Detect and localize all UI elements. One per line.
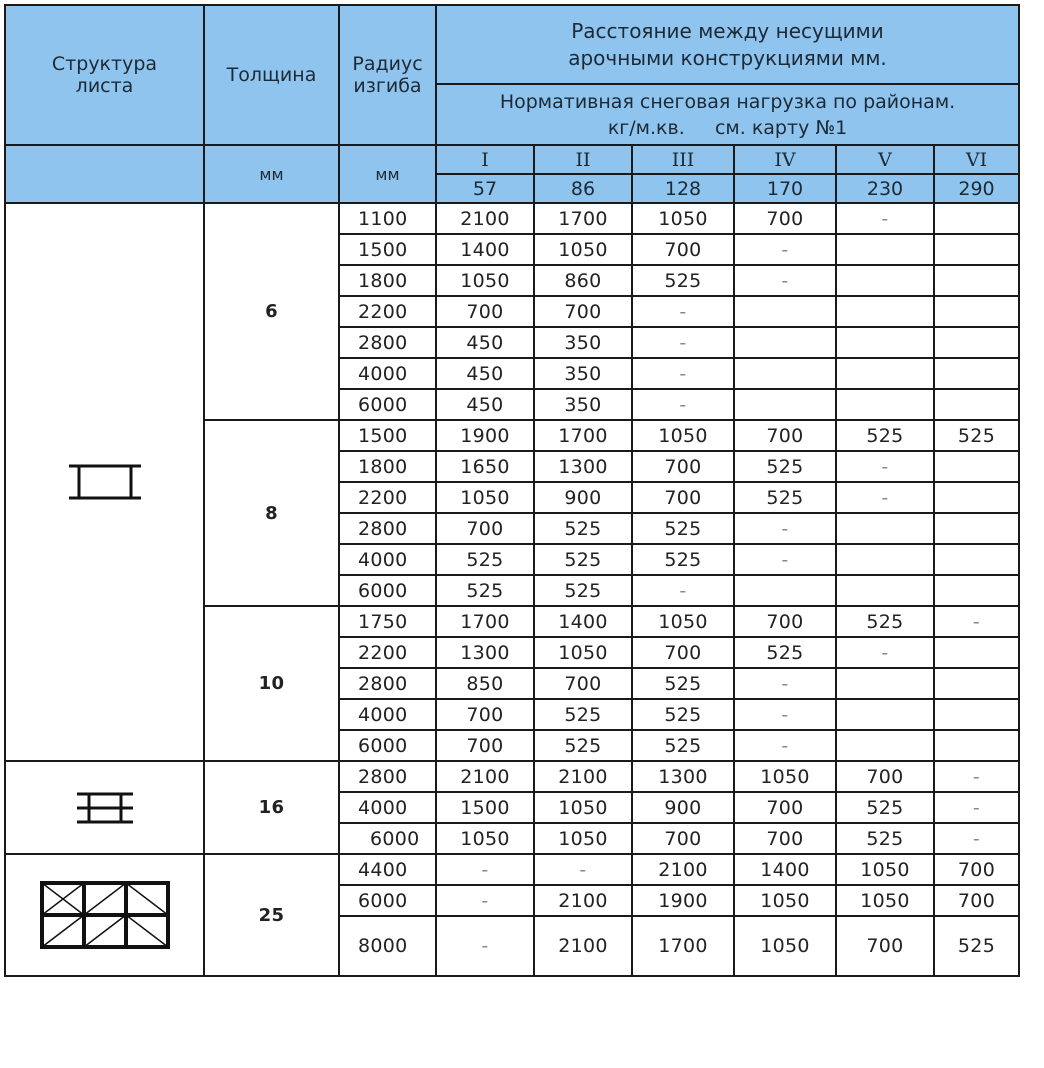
- value-cell: 1050: [734, 916, 836, 976]
- value-cell: [734, 358, 836, 389]
- header-region: IV: [734, 145, 836, 174]
- value-cell: 350: [534, 358, 632, 389]
- value-cell: 900: [632, 792, 734, 823]
- radius-cell: 1100: [339, 203, 436, 234]
- value-cell: -: [734, 730, 836, 761]
- value-cell: 1050: [534, 234, 632, 265]
- table-body: [5, 203, 1019, 976]
- header-region: V: [836, 145, 934, 174]
- radius-cell: 2800: [339, 668, 436, 699]
- value-cell: 2100: [632, 854, 734, 885]
- value-cell: 525: [836, 606, 934, 637]
- value-cell: [934, 482, 1019, 513]
- radius-cell: 2200: [339, 637, 436, 668]
- value-cell: 525: [734, 451, 836, 482]
- value-cell: 1050: [734, 885, 836, 916]
- value-cell: -: [836, 203, 934, 234]
- value-cell: -: [734, 513, 836, 544]
- radius-cell: 8000: [339, 916, 436, 976]
- value-cell: [836, 513, 934, 544]
- value-cell: 525: [836, 420, 934, 451]
- value-cell: -: [934, 761, 1019, 792]
- value-cell: 860: [534, 265, 632, 296]
- value-cell: 700: [534, 668, 632, 699]
- radius-cell: 1500: [339, 420, 436, 451]
- value-cell: 525: [436, 575, 534, 606]
- value-cell: 700: [436, 296, 534, 327]
- value-cell: 2100: [534, 885, 632, 916]
- value-cell: 1500: [436, 792, 534, 823]
- value-cell: [934, 358, 1019, 389]
- value-cell: [934, 699, 1019, 730]
- value-cell: 1050: [836, 885, 934, 916]
- header-structure-blank: [5, 145, 204, 203]
- header-radius-unit: мм: [339, 145, 436, 203]
- radius-cell: 6000: [339, 823, 436, 854]
- span-table: [4, 4, 1020, 977]
- value-cell: [934, 203, 1019, 234]
- table-row: [5, 203, 1019, 234]
- radius-cell: 1500: [339, 234, 436, 265]
- value-cell: 1700: [632, 916, 734, 976]
- value-cell: 700: [734, 606, 836, 637]
- value-cell: -: [934, 792, 1019, 823]
- two-wall-icon: [5, 203, 204, 761]
- header-snow-load-title: Нормативная снеговая нагрузка по районам.: [499, 90, 956, 113]
- value-cell: [836, 234, 934, 265]
- thickness-cell: 25: [204, 854, 339, 976]
- value-cell: [934, 513, 1019, 544]
- header-region: VI: [934, 145, 1019, 174]
- radius-cell: 4000: [339, 792, 436, 823]
- two-wall-icon: [65, 462, 145, 502]
- header-load: 57: [436, 174, 534, 203]
- value-cell: 700: [934, 885, 1019, 916]
- value-cell: [934, 265, 1019, 296]
- value-cell: 2100: [436, 761, 534, 792]
- value-cell: 525: [632, 513, 734, 544]
- value-cell: 700: [436, 730, 534, 761]
- value-cell: 700: [534, 296, 632, 327]
- value-cell: [734, 575, 836, 606]
- radius-cell: 4400: [339, 854, 436, 885]
- value-cell: 1050: [436, 823, 534, 854]
- header-load: 170: [734, 174, 836, 203]
- table-row: [5, 761, 1019, 792]
- value-cell: -: [734, 234, 836, 265]
- value-cell: 525: [534, 513, 632, 544]
- value-cell: 700: [632, 482, 734, 513]
- value-cell: 450: [436, 389, 534, 420]
- value-cell: [734, 296, 836, 327]
- value-cell: 1050: [436, 482, 534, 513]
- value-cell: -: [836, 482, 934, 513]
- value-cell: 525: [632, 668, 734, 699]
- value-cell: 350: [534, 389, 632, 420]
- value-cell: 525: [836, 823, 934, 854]
- x-structure-icon: [5, 854, 204, 976]
- radius-cell: 2800: [339, 327, 436, 358]
- value-cell: 525: [632, 730, 734, 761]
- value-cell: 525: [534, 699, 632, 730]
- value-cell: 1900: [436, 420, 534, 451]
- value-cell: [836, 358, 934, 389]
- table-header: [5, 5, 1019, 203]
- value-cell: 525: [632, 265, 734, 296]
- value-cell: [836, 668, 934, 699]
- value-cell: 700: [836, 761, 934, 792]
- value-cell: 1050: [836, 854, 934, 885]
- value-cell: [836, 544, 934, 575]
- table-row: [5, 854, 1019, 885]
- value-cell: 525: [836, 792, 934, 823]
- value-cell: 700: [436, 699, 534, 730]
- header-thickness-unit: мм: [204, 145, 339, 203]
- value-cell: [836, 699, 934, 730]
- value-cell: 700: [836, 916, 934, 976]
- value-cell: [934, 730, 1019, 761]
- thickness-cell: 8: [204, 420, 339, 606]
- value-cell: -: [734, 699, 836, 730]
- value-cell: 525: [534, 730, 632, 761]
- value-cell: -: [632, 575, 734, 606]
- value-cell: -: [632, 389, 734, 420]
- value-cell: [836, 296, 934, 327]
- value-cell: 525: [934, 916, 1019, 976]
- value-cell: 525: [436, 544, 534, 575]
- value-cell: 1050: [534, 823, 632, 854]
- value-cell: [836, 327, 934, 358]
- value-cell: 700: [436, 513, 534, 544]
- radius-cell: 2800: [339, 761, 436, 792]
- value-cell: 700: [734, 203, 836, 234]
- value-cell: 1050: [534, 637, 632, 668]
- radius-cell: 4000: [339, 544, 436, 575]
- value-cell: 700: [734, 823, 836, 854]
- value-cell: 1700: [534, 203, 632, 234]
- value-cell: -: [534, 854, 632, 885]
- value-cell: [934, 637, 1019, 668]
- value-cell: 1050: [632, 203, 734, 234]
- thickness-cell: 6: [204, 203, 339, 420]
- value-cell: [836, 389, 934, 420]
- value-cell: 1300: [534, 451, 632, 482]
- header-load: 86: [534, 174, 632, 203]
- value-cell: 700: [734, 420, 836, 451]
- radius-cell: 1800: [339, 265, 436, 296]
- header-snow-load: [436, 84, 1019, 145]
- thickness-cell: 10: [204, 606, 339, 761]
- header-thickness: Толщина: [204, 5, 339, 145]
- value-cell: -: [632, 358, 734, 389]
- radius-cell: 1750: [339, 606, 436, 637]
- value-cell: -: [934, 606, 1019, 637]
- value-cell: 1050: [436, 265, 534, 296]
- value-cell: 700: [934, 854, 1019, 885]
- value-cell: 1050: [734, 761, 836, 792]
- value-cell: 2100: [436, 203, 534, 234]
- value-cell: 525: [534, 544, 632, 575]
- value-cell: 1900: [632, 885, 734, 916]
- value-cell: -: [436, 885, 534, 916]
- value-cell: [934, 575, 1019, 606]
- value-cell: 700: [632, 234, 734, 265]
- value-cell: 700: [632, 823, 734, 854]
- value-cell: 525: [632, 544, 734, 575]
- radius-cell: 6000: [339, 389, 436, 420]
- value-cell: [934, 544, 1019, 575]
- value-cell: -: [436, 854, 534, 885]
- value-cell: [934, 296, 1019, 327]
- value-cell: 525: [534, 575, 632, 606]
- value-cell: 1400: [534, 606, 632, 637]
- value-cell: -: [734, 668, 836, 699]
- thickness-cell: 16: [204, 761, 339, 854]
- value-cell: 1700: [534, 420, 632, 451]
- value-cell: 1300: [632, 761, 734, 792]
- radius-cell: 6000: [339, 885, 436, 916]
- radius-cell: 6000: [339, 730, 436, 761]
- value-cell: 450: [436, 327, 534, 358]
- three-wall-icon: [5, 761, 204, 854]
- header-region: I: [436, 145, 534, 174]
- value-cell: 525: [734, 637, 836, 668]
- value-cell: -: [836, 637, 934, 668]
- value-cell: 700: [632, 451, 734, 482]
- value-cell: 1050: [534, 792, 632, 823]
- value-cell: 525: [734, 482, 836, 513]
- value-cell: 525: [934, 420, 1019, 451]
- value-cell: -: [632, 327, 734, 358]
- value-cell: -: [934, 823, 1019, 854]
- value-cell: 2100: [534, 916, 632, 976]
- value-cell: 450: [436, 358, 534, 389]
- value-cell: -: [734, 265, 836, 296]
- value-cell: 1050: [632, 420, 734, 451]
- value-cell: [836, 730, 934, 761]
- radius-cell: 1800: [339, 451, 436, 482]
- value-cell: [934, 389, 1019, 420]
- radius-cell: 2200: [339, 296, 436, 327]
- radius-cell: 4000: [339, 358, 436, 389]
- value-cell: 525: [632, 699, 734, 730]
- header-structure: Структура листа: [5, 5, 204, 145]
- header-load: 128: [632, 174, 734, 203]
- header-radius: Радиус изгиба: [339, 5, 436, 145]
- header-region: II: [534, 145, 632, 174]
- header-load: 230: [836, 174, 934, 203]
- value-cell: 900: [534, 482, 632, 513]
- value-cell: [836, 265, 934, 296]
- value-cell: [836, 575, 934, 606]
- value-cell: 1700: [436, 606, 534, 637]
- radius-cell: 6000: [339, 575, 436, 606]
- header-distance: Расстояние между несущими арочными конструкциями мм.: [436, 5, 1019, 84]
- value-cell: 700: [632, 637, 734, 668]
- radius-cell: 4000: [339, 699, 436, 730]
- value-cell: -: [836, 451, 934, 482]
- header-region: III: [632, 145, 734, 174]
- x-structure-icon: [39, 880, 171, 950]
- header-load: 290: [934, 174, 1019, 203]
- three-wall-icon: [73, 788, 137, 828]
- value-cell: [934, 668, 1019, 699]
- value-cell: 1050: [632, 606, 734, 637]
- value-cell: -: [632, 296, 734, 327]
- value-cell: 1650: [436, 451, 534, 482]
- radius-cell: 2800: [339, 513, 436, 544]
- value-cell: -: [436, 916, 534, 976]
- value-cell: [934, 451, 1019, 482]
- header-snow-load-units: кг/м.кв. см. карту №1: [607, 116, 848, 139]
- value-cell: [734, 389, 836, 420]
- value-cell: 1300: [436, 637, 534, 668]
- value-cell: 700: [734, 792, 836, 823]
- value-cell: [934, 327, 1019, 358]
- value-cell: 1400: [436, 234, 534, 265]
- value-cell: 350: [534, 327, 632, 358]
- value-cell: [734, 327, 836, 358]
- value-cell: 850: [436, 668, 534, 699]
- value-cell: 2100: [534, 761, 632, 792]
- value-cell: 1400: [734, 854, 836, 885]
- radius-cell: 2200: [339, 482, 436, 513]
- value-cell: -: [734, 544, 836, 575]
- value-cell: [934, 234, 1019, 265]
